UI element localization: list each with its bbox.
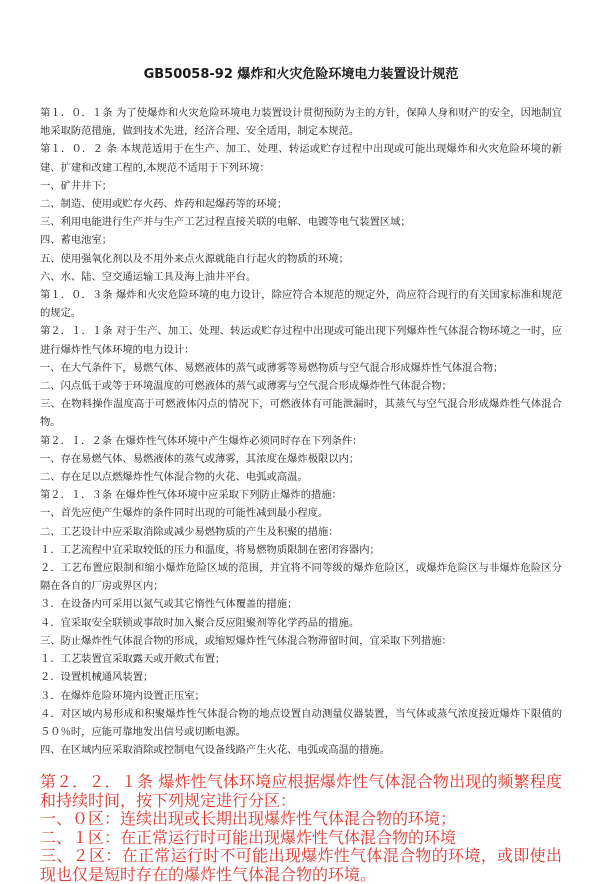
paragraph: １．工艺装置宜采取露天或开敞式布置； — [40, 653, 226, 666]
paragraph: 四、在区域内应采取消除或控制电气设备线路产生火花、电弧或高温的措施。 — [40, 744, 391, 757]
paragraph: ３．在设备内可采用以氮气或其它惰性气体覆盖的措施； — [40, 598, 298, 611]
paragraph: 第１．０．２ 条 本规范适用于在生产、加工、处理、转运或贮存过程中出现或可能出现爆炸和火灾危险环境的新建、扩建和改建工程的,本规范不适用于下列环境： — [40, 143, 562, 174]
paragraph: 第１．０．３条 爆炸和火灾危险环境的电力设计，除应符合本规范的规定外，尚应符合现行的有关国家标准和规范的规定。 — [40, 289, 562, 320]
paragraph: 二、存在足以点燃爆炸性气体混合物的火花、电弧或高温。 — [40, 471, 308, 484]
paragraph: 第１．０．１条 为了使爆炸和火灾危险环境电力装置设计贯彻预防为主的方针，保障人身和财产的安全，因地制宜地采取防范措施，做到技术先进，经济合理、安全适用，制定本规范。 — [40, 107, 562, 138]
red-paragraph: 第２．２．１条 爆炸性气体环境应根据爆炸性气体混合物出现的频繁程度和持续时间，按下列规定进行分区： — [40, 772, 562, 810]
paragraph: ２．设置机械通风装置； — [40, 671, 154, 684]
paragraph: 第２．１．３条 在爆炸性气体环境中应采取下列防止爆炸的措施： — [40, 489, 342, 502]
red-paragraph: 二、１区：在正常运行时可能出现爆炸性气体混合物的环境 — [40, 827, 457, 847]
paragraph: 三、防止爆炸性气体混合物的形成，或缩短爆炸性气体混合物滞留时间，宜采取下列措施： — [40, 634, 452, 647]
paragraph: 二、闪点低于或等于环境温度的可燃液体的蒸气或薄雾与空气混合形成爆炸性气体混合物； — [40, 380, 452, 393]
paragraph: 五、使用强氧化剂以及不用外来点火源就能自行起火的物质的环境； — [40, 252, 349, 265]
paragraph: 一、矿井井下； — [40, 179, 113, 192]
document-body — [40, 104, 562, 759]
paragraph: 三、利用电能进行生产并与生产工艺过程直接关联的电解、电镀等电气装置区域； — [40, 216, 411, 229]
paragraph: 一、存在易燃气体、易燃液体的蒸气或薄雾，其浓度在爆炸极限以内； — [40, 452, 360, 465]
paragraph: １．工艺流程中宜采取较低的压力和温度，将易燃物质限制在密闭容器内； — [40, 543, 380, 556]
red-paragraph: 三、２区：在正常运行时不可能出现爆炸性气体混合物的环境，或即使出现也仅是短时存在的爆炸性气体混合物的环境。 — [40, 846, 562, 884]
red-paragraph: 一、０区：连续出现或长期出现爆炸性气体混合物的环境； — [40, 809, 457, 829]
paragraph: 四、蓄电池室； — [40, 234, 113, 247]
paragraph: 二、制造、使用或贮存火药、炸药和起爆药等的环境； — [40, 198, 288, 211]
paragraph: 二、工艺设计中应采取消除或减少易燃物质的产生及积聚的措施： — [40, 525, 339, 538]
paragraph: 一、首先应使产生爆炸的条件同时出现的可能性减到最小程度。 — [40, 507, 329, 520]
paragraph: 三、在物料操作温度高于可燃液体闪点的情况下，可燃液体有可能泄漏时，其蒸气与空气混合形成爆炸性气体混合物。 — [40, 398, 562, 429]
paragraph: 第２．１．２条 在爆炸性气体环境中产生爆炸必须同时存在下列条件： — [40, 434, 363, 447]
paragraph: ２．工艺布置应限制和缩小爆炸危险区域的范围，并宜将不同等级的爆炸危险区，或爆炸危险区与非爆炸危险区分隔在各自的厂房或界区内； — [40, 562, 562, 593]
paragraph: 一、在大气条件下，易燃气体、易燃液体的蒸气或薄雾等易燃物质与空气混合形成爆炸性气体混合物； — [40, 361, 504, 374]
paragraph: 第２．１．１条 对于生产、加工、处理、转运或贮存过程中出现或可能出现下列爆炸性气体混合物环境之一时，应进行爆炸性气体环境的电力设计： — [40, 325, 562, 356]
page-title: GB50058-92 爆炸和火灾危险环境电力装置设计规范 — [143, 67, 459, 82]
paragraph: ３．在爆炸危险环境内设置正压室； — [40, 689, 205, 702]
paragraph: 六、水、陆、空交通运输工具及海上油井平台。 — [40, 270, 257, 283]
paragraph: ４．宜采取安全联锁或事故时加入聚合反应阻聚剂等化学药品的措施。 — [40, 616, 360, 629]
zone-classification-section — [40, 773, 562, 884]
paragraph: ４．对区域内易形成和积聚爆炸性气体混合物的地点设置自动测量仪器装置，当气体或蒸气浓度接近爆炸下限值的５０％时，应能可靠地发出信号或切断电源。 — [40, 707, 562, 738]
